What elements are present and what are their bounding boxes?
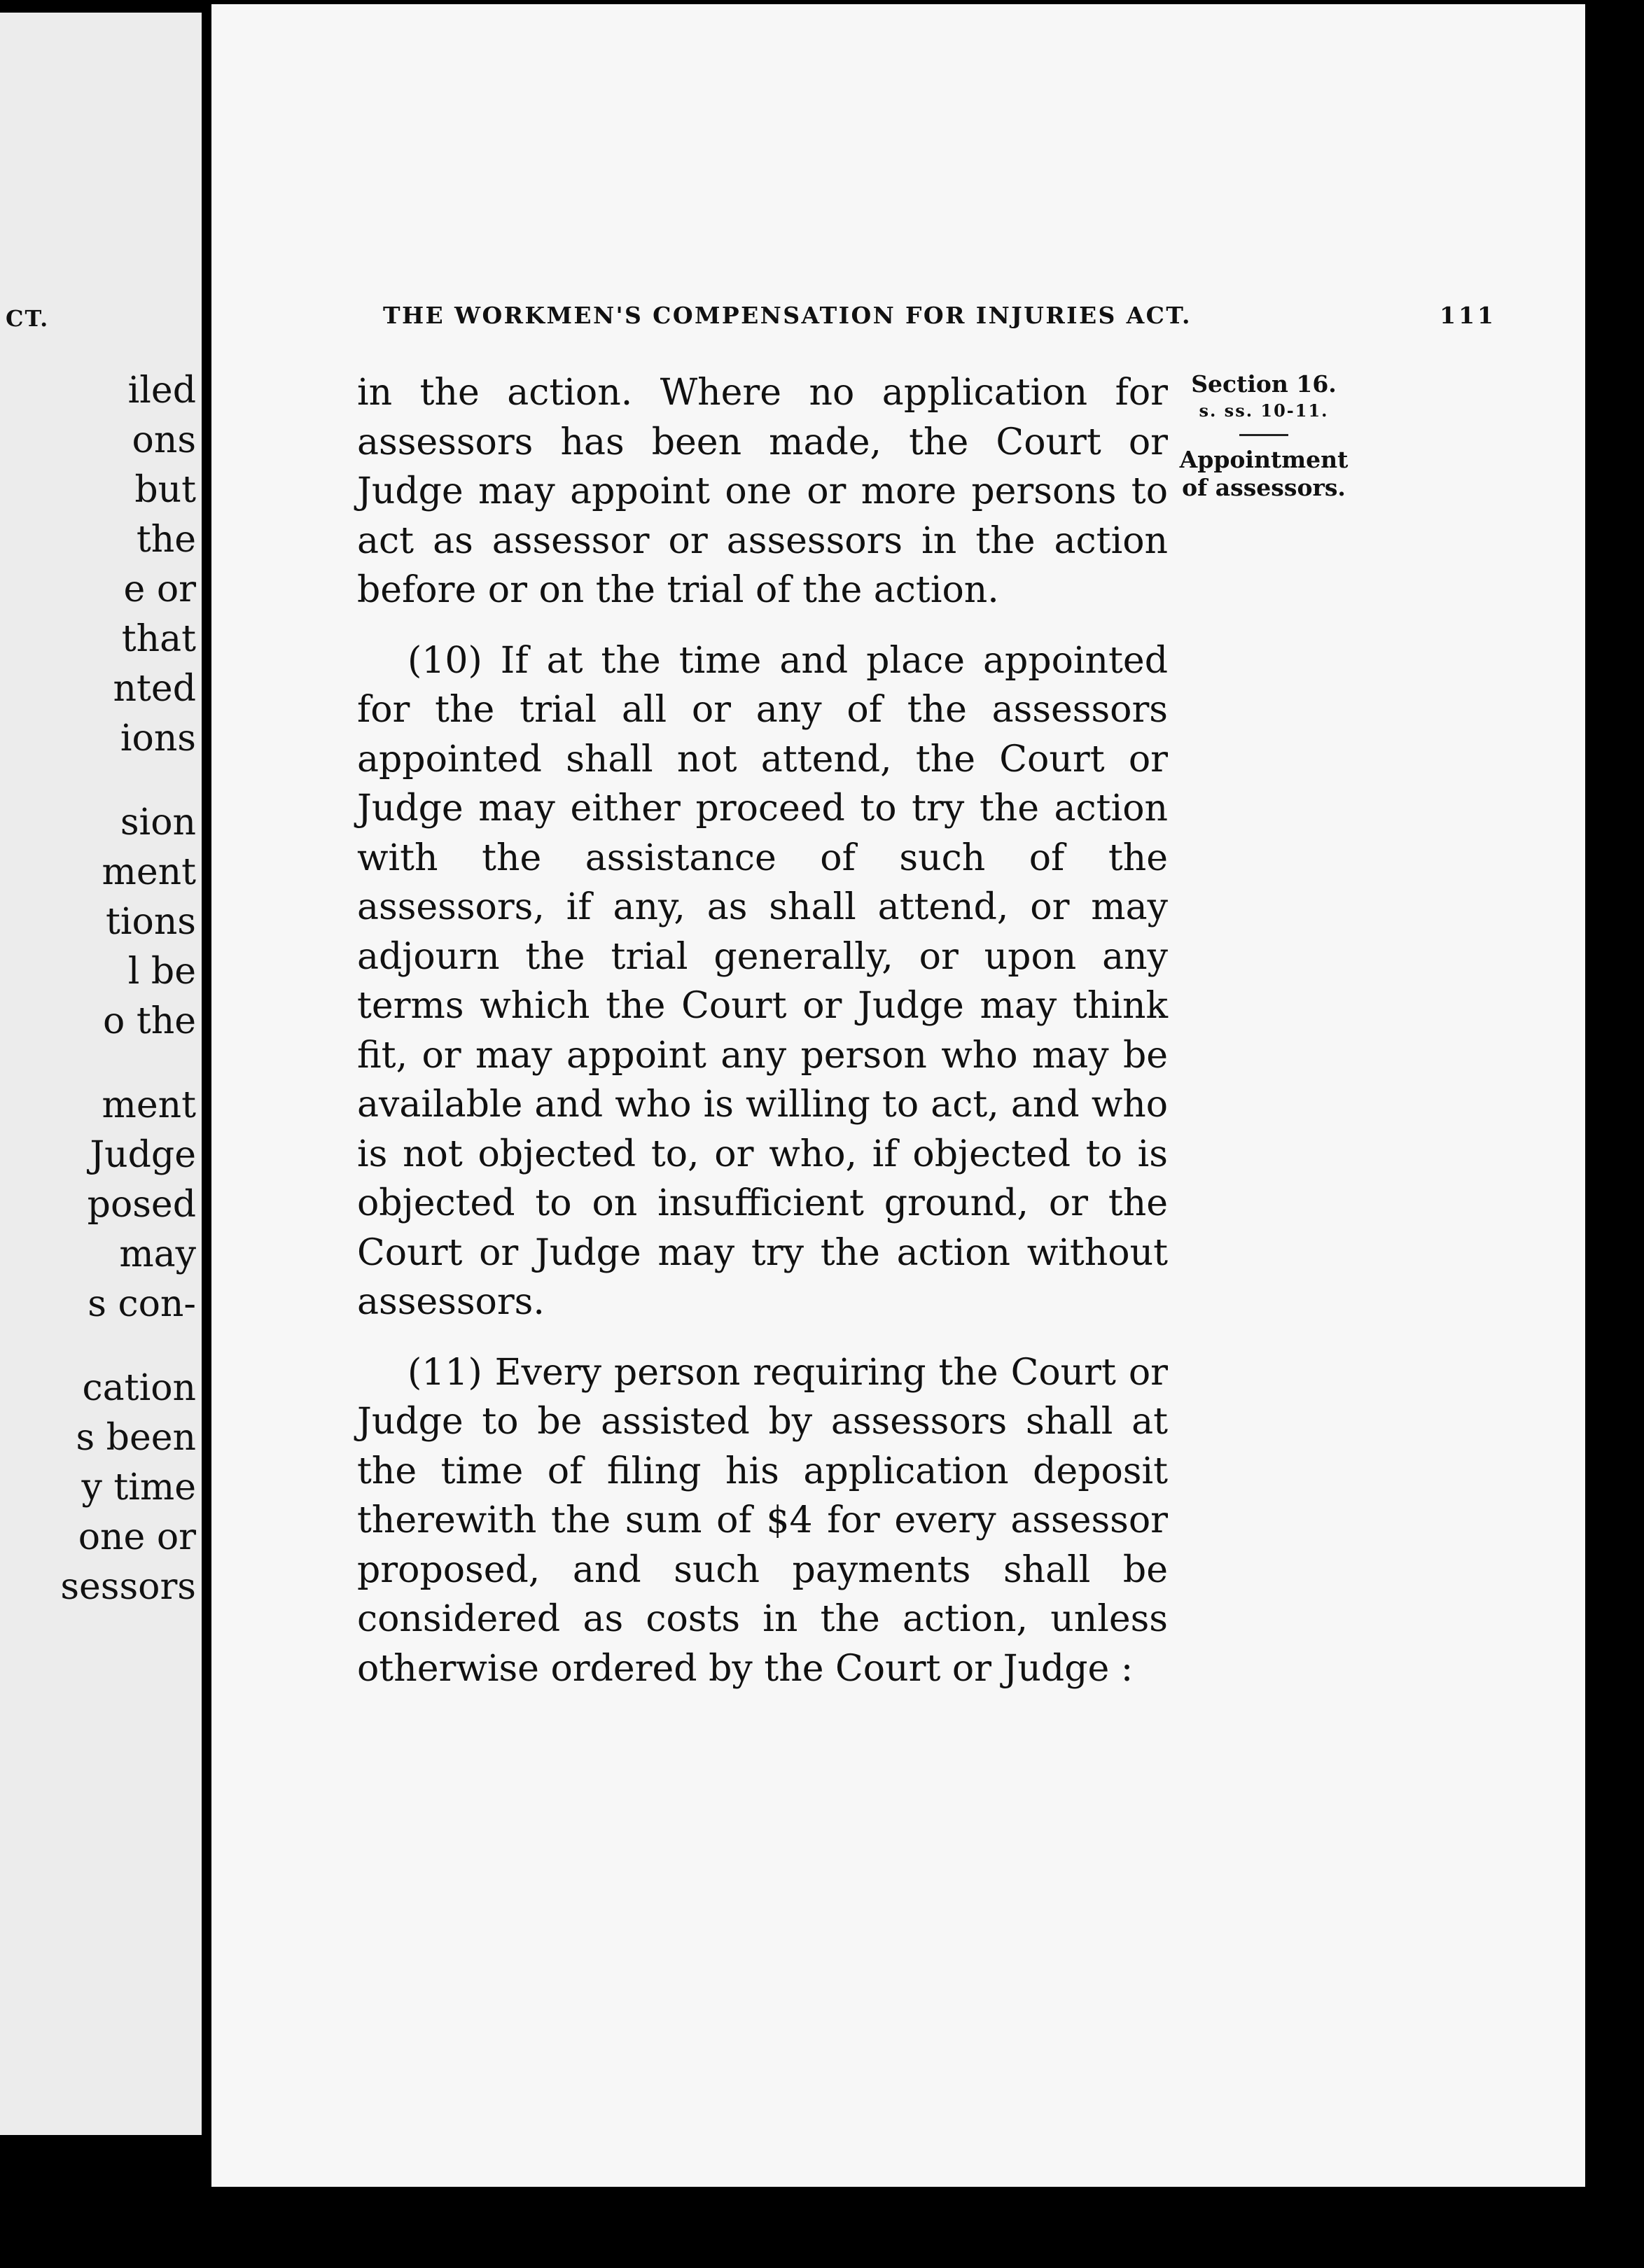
margin-note-section: Section 16. — [1191, 370, 1337, 398]
left-line: nted — [113, 668, 196, 710]
left-line: ment — [102, 851, 196, 893]
left-line: s been — [76, 1417, 196, 1459]
left-line: l be — [127, 951, 196, 993]
left-line: posed — [87, 1184, 196, 1226]
right-page — [211, 4, 1585, 2187]
margin-note-rule — [1239, 434, 1288, 436]
left-line: ions — [120, 718, 196, 760]
left-paragraph-gap — [60, 1046, 196, 1081]
left-line: iled — [127, 370, 196, 412]
margin-note-subsections: s. ss. 10-11. — [1199, 400, 1329, 421]
left-line: one or — [78, 1516, 196, 1558]
left-line: may — [119, 1233, 196, 1275]
running-title: THE WORKMEN'S COMPENSATION FOR INJURIES ACT. — [383, 302, 1192, 329]
left-line: but — [134, 469, 196, 511]
left-line: ons — [132, 419, 196, 461]
left-line: sessors — [60, 1566, 196, 1608]
left-line: ment — [102, 1084, 196, 1126]
left-line: o the — [103, 1000, 196, 1042]
left-line: e or — [123, 568, 196, 610]
left-line: cation — [82, 1367, 196, 1409]
left-paragraph-gap — [60, 1329, 196, 1364]
left-text-column — [60, 366, 196, 1612]
page-number: 111 — [1440, 302, 1496, 329]
left-line: Judge — [90, 1134, 196, 1176]
left-line: that — [121, 618, 196, 660]
left-running-head-fragment: CT. — [6, 305, 50, 332]
left-line: the — [136, 519, 196, 561]
paragraph-continuation: in the action. Where no application for assessors has been made, the Court or Judge may appoint one or more persons to act as assessor or assessors in the action before or on the trial of the action. — [357, 372, 1168, 611]
margin-note-heading-line2: of assessors. — [1182, 474, 1346, 501]
paragraph-subsection-10: (10) If at the time and place appointed for the trial all or any of the assessors appointed shall not attend, the Court or Judge may either proceed to try the action with the assistance of such of the assessors, if any, as shall attend, or may adjourn the trial generally, or upon any terms which the Court or Judge may think fit, or may appoint any person who may be available and who is willing to act, and who is not objected to, or who, if objected to is objected to on insufficient ground, or the Court or Judge may try the action without assessors. — [357, 639, 1168, 1323]
body-text — [357, 368, 1168, 1714]
paragraph-subsection-11: (11) Every person requiring the Court or Judge to be assisted by assessors shall at the time of filing his application deposit therewith the sum of $4 for every assessor proposed, and such payments shall be considered as costs in the action, unless otherwise ordered by the Court or Judge : — [357, 1351, 1168, 1690]
running-head — [383, 302, 1496, 337]
left-line: y time — [81, 1466, 196, 1508]
left-line: tions — [105, 901, 196, 943]
left-line: s con- — [88, 1283, 196, 1325]
book-gutter — [202, 0, 211, 2268]
margin-note — [1176, 368, 1351, 502]
left-page — [0, 13, 202, 2135]
left-paragraph-gap — [60, 764, 196, 798]
left-line: sion — [120, 802, 196, 844]
margin-note-heading-line1: Appointment — [1179, 446, 1349, 473]
